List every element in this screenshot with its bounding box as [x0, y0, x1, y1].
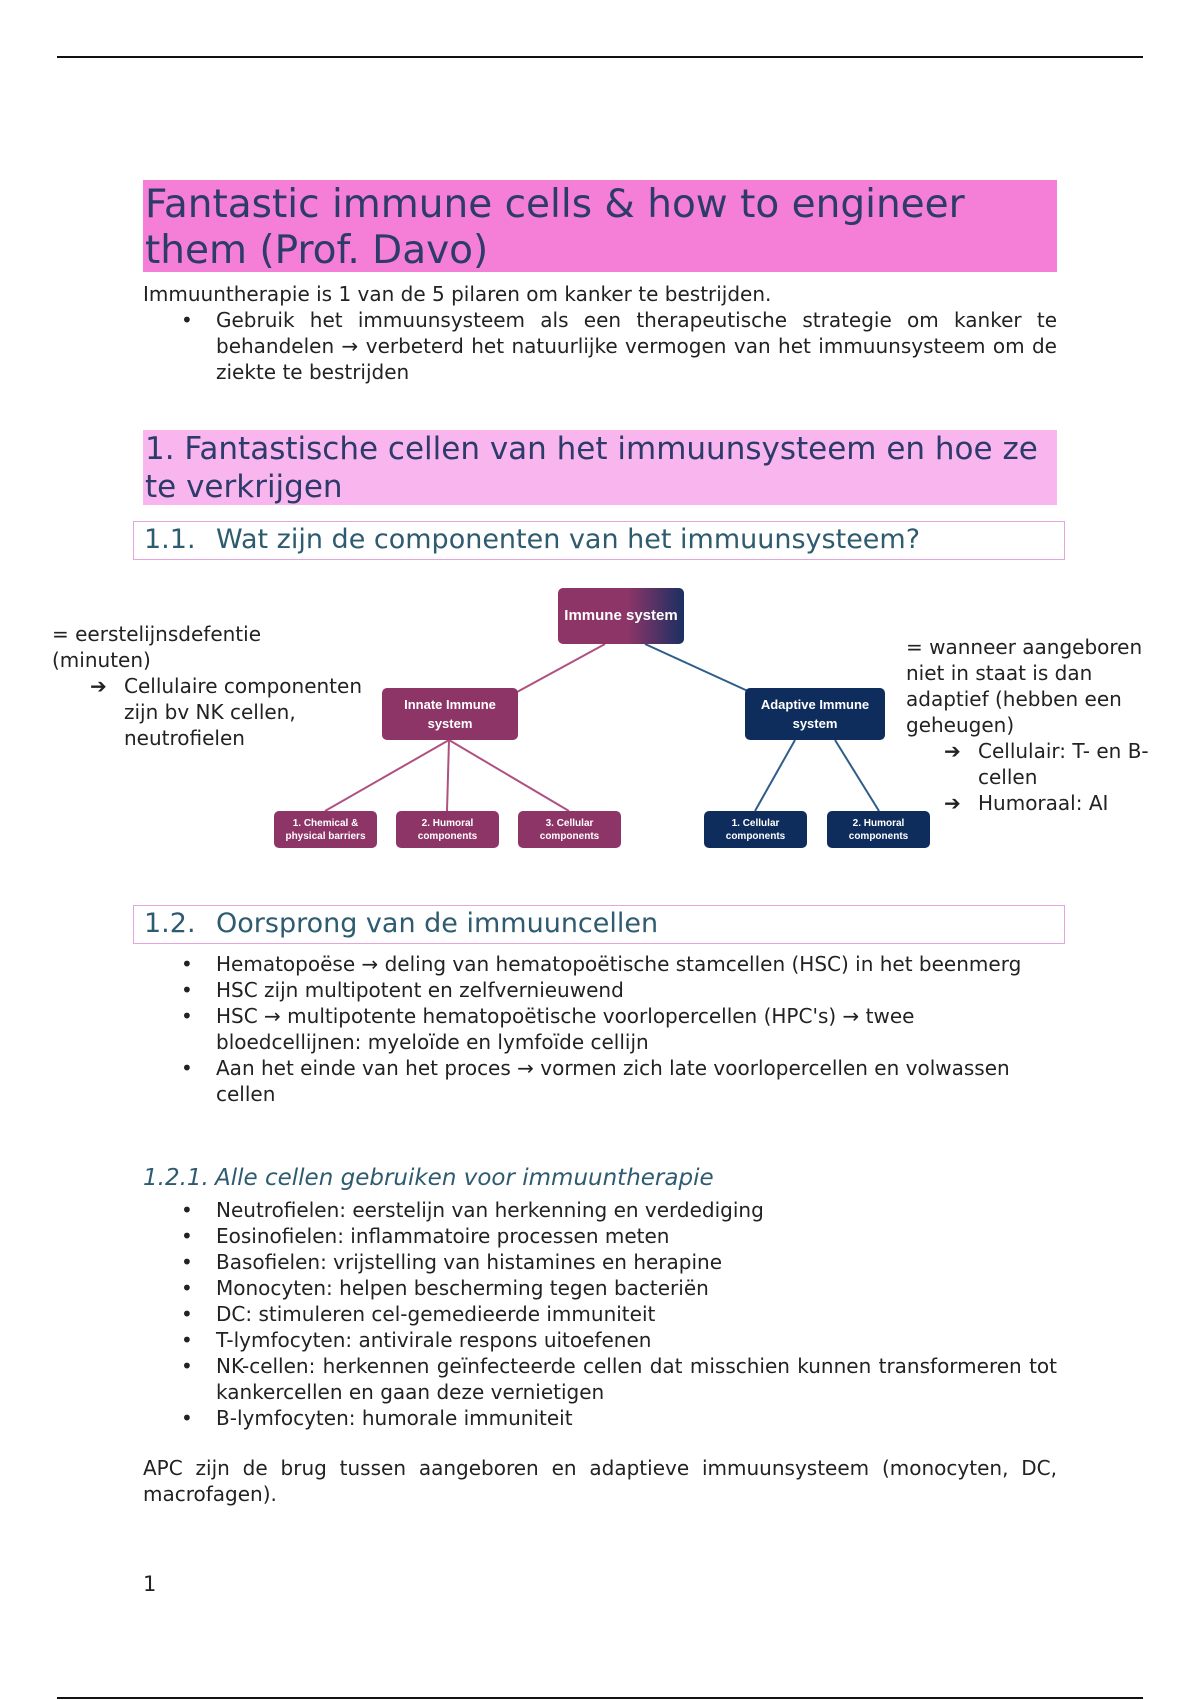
- node-adaptive: Adaptive Immune system: [745, 688, 885, 740]
- connector-root-adaptive: [645, 644, 750, 692]
- list-item: • NK-cellen: herkennen geïnfecteerde cellen dat misschien kunnen transformeren tot kankercellen en gaan deze vernietigen: [143, 1353, 1057, 1405]
- subsection-1-2-heading-box: [133, 905, 1065, 944]
- subsection-1-1-heading-box: [133, 521, 1065, 560]
- document-title: Fantastic immune cells & how to engineer them (Prof. Davo): [145, 182, 965, 273]
- side-note-right-bullet: Humoraal: AI: [978, 791, 1109, 815]
- subsection-1-2-heading: 1.2. Oorsprong van de immuuncellen: [144, 908, 659, 939]
- connector-adaptive-2: [835, 740, 879, 811]
- side-note-left-bullet: Cellulaire componenten zijn bv NK cellen, neutrofielen: [124, 674, 362, 750]
- side-note-right-line: geheugen): [906, 713, 1015, 737]
- connector-adaptive-1: [755, 740, 795, 811]
- subsection-1-2-1-heading: 1.2.1. Alle cellen gebruiken voor immuuntherapie: [143, 1165, 714, 1191]
- node-innate-humoral: 2. Humoral components: [396, 811, 499, 848]
- connector-innate-2: [447, 740, 449, 811]
- top-rule: [57, 56, 1143, 58]
- side-note-right-bullet: Cellulair: T- en B-cellen: [978, 739, 1149, 789]
- list-item: • Monocyten: helpen bescherming tegen bacteriën: [143, 1275, 1057, 1301]
- list-item: • Aan het einde van het proces → vormen zich late voorlopercellen en volwassen cellen: [143, 1055, 1057, 1107]
- document-title-box: [143, 180, 1057, 272]
- list-item: • DC: stimuleren cel-gemedieerde immuniteit: [143, 1301, 1057, 1327]
- subsection-1-1-heading: 1.1. Wat zijn de componenten van het immuunsysteem?: [144, 524, 921, 555]
- connector-innate-1: [325, 740, 449, 811]
- list-item: • T-lymfocyten: antivirale respons uitoefenen: [143, 1327, 1057, 1353]
- intro-bullets: [143, 307, 1057, 385]
- node-innate: Innate Immune system: [382, 688, 518, 740]
- node-adaptive-cellular: 1. Cellular components: [704, 811, 807, 848]
- bottom-rule: [57, 1697, 1143, 1699]
- node-innate-cellular: 3. Cellular components: [518, 811, 621, 848]
- side-note-right: [906, 634, 1191, 815]
- section-1-heading: 1. Fantastische cellen van het immuunsysteem en hoe ze te verkrijgen: [145, 431, 1038, 505]
- side-note-right-line: = wanneer aangeboren: [906, 635, 1143, 659]
- section-1-heading-box: [143, 430, 1057, 505]
- list-item: • Eosinofielen: inflammatoire processen meten: [143, 1223, 1057, 1249]
- arrow-icon: ➔: [944, 791, 961, 815]
- apc-paragraph: APC zijn de brug tussen aangeboren en adaptieve immuunsysteem (monocyten, DC, macrofagen).: [143, 1456, 1057, 1506]
- page-number: 1: [143, 1572, 157, 1596]
- side-note-right-line: adaptief (hebben een: [906, 687, 1122, 711]
- list-item: • Hematopoëse → deling van hematopoëtische stamcellen (HSC) in het beenmerg: [143, 951, 1057, 977]
- node-adaptive-humoral: 2. Humoral components: [827, 811, 930, 848]
- cell-types-bullets: [143, 1197, 1057, 1431]
- list-item: • Gebruik het immuunsysteem als een therapeutische strategie om kanker te behandelen → verbeterd het natuurlijke vermogen van het immuunsysteem om de ziekte te bestrijden: [143, 307, 1057, 385]
- list-item: • HSC → multipotente hematopoëtische voorlopercellen (HPC's) → twee bloedcellijnen: myeloïde en lymfoïde cellijn: [143, 1003, 1057, 1055]
- side-note-left-line1: = eerstelijnsdefentie: [52, 622, 262, 646]
- side-note-left-line2: (minuten): [52, 648, 151, 672]
- origin-bullets: [143, 951, 1057, 1107]
- connector-innate-3: [449, 740, 569, 811]
- list-item: • Basofielen: vrijstelling van histamines en herapine: [143, 1249, 1057, 1275]
- list-item: • Neutrofielen: eerstelijn van herkenning en verdediging: [143, 1197, 1057, 1223]
- intro-text: Immuuntherapie is 1 van de 5 pilaren om kanker te bestrijden.: [143, 282, 772, 306]
- side-note-right-line: niet in staat is dan: [906, 661, 1093, 685]
- connector-root-innate: [517, 644, 605, 692]
- arrow-icon: ➔: [90, 674, 107, 698]
- arrow-icon: ➔: [944, 739, 961, 763]
- list-item: • HSC zijn multipotent en zelfvernieuwend: [143, 977, 1057, 1003]
- node-immune-system: Immune system: [558, 588, 684, 644]
- node-innate-barriers: 1. Chemical & physical barriers: [274, 811, 377, 848]
- immune-system-diagram: [255, 580, 945, 855]
- list-item: • B-lymfocyten: humorale immuniteit: [143, 1405, 1057, 1431]
